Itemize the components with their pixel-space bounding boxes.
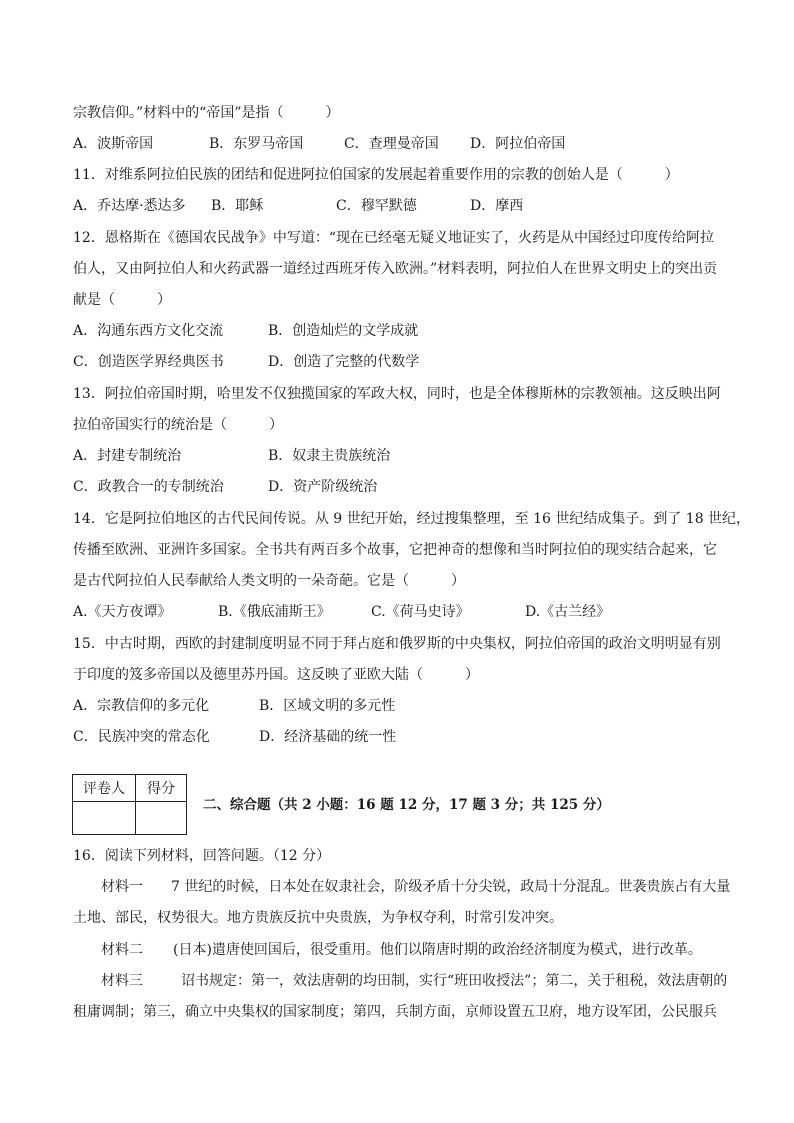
material-2-label: 材料二: [101, 942, 143, 958]
section-2-title: 二、综合题（共 2 小题：16 题 12 分，17 题 3 分；共 125 分）: [203, 797, 610, 813]
q12-stem-line1: 12．恩格斯在《德国农民战争》中写道：“现在已经毫无疑义地证实了，火药是从中国经过印度传给阿拉: [73, 230, 714, 246]
q14-stem-line1: 14．它是阿拉伯地区的古代民间传说。从 9 世纪开始，经过搜集整理，至 16 世纪结成集子。到了 18 世纪，: [73, 511, 751, 527]
material-3-line2: 租庸调制；第三，确立中央集权的国家制度；第四，兵制方面，京师设置五卫府，地方设军团，公民服兵: [73, 1004, 717, 1020]
material-1-line2: 土地、部民，权势很大。地方贵族反抗中央贵族，为争权夺利，时常引发冲突。: [73, 910, 563, 926]
q11-option-d: D．摩西: [470, 198, 524, 214]
q13-option-d: D．资产阶级统治: [268, 479, 378, 495]
score-cell[interactable]: [136, 802, 187, 835]
material-1-line1: [101, 877, 730, 897]
q14-stem-line2: 传播至欧洲、亚洲许多国家。全书共有两百多个故事，它把神奇的想像和当时阿拉伯的现实结合起来，它: [73, 542, 717, 558]
q14-option-b: B.《俄底浦斯王》: [218, 604, 331, 620]
material-2-text: (日本)遣唐使回国后，很受重用。他们以隋唐时期的政治经济制度为模式，进行改革。: [173, 942, 702, 958]
material-2-line: [101, 940, 702, 960]
q12-option-a: A．沟通东西方文化交流: [73, 323, 224, 339]
score-table: [72, 774, 187, 835]
q12-option-d: D．创造了完整的代数学: [268, 354, 420, 370]
q10-option-d: D．阿拉伯帝国: [470, 136, 566, 152]
q13-option-b: B．奴隶主贵族统治: [268, 448, 391, 464]
q11-stem: 11．对维系阿拉伯民族的团结和促进阿拉伯国家的发展起着重要作用的宗教的创始人是（ ）: [73, 167, 679, 183]
reviewer-header: 评卷人: [73, 775, 136, 802]
q10-stem-tail: 宗教信仰。”材料中的“帝国”是指（ ）: [73, 105, 340, 121]
q11-option-a: A．乔达摩·悉达多: [73, 198, 186, 214]
q11-option-b: B．耶稣: [211, 198, 264, 214]
q15-stem-line2: 于印度的笈多帝国以及德里苏丹国。这反映了亚欧大陆（ ）: [73, 667, 479, 683]
q14-option-d: D.《古兰经》: [525, 604, 611, 620]
material-3-line1: [101, 971, 727, 991]
q12-option-b: B．创造灿烂的文学成就: [268, 323, 419, 339]
q16-stem: 16．阅读下列材料，回答问题。（12 分）: [73, 848, 331, 864]
q15-option-b: B．区域文明的多元性: [259, 698, 396, 714]
material-1-text: 7 世纪的时候，日本处在奴隶社会，阶级矛盾十分尖锐，政局十分混乱。世袭贵族占有大量: [171, 879, 731, 895]
q12-stem-line2: 伯人，又由阿拉伯人和火药武器一道经过西班牙传入欧洲。”材料表明，阿拉伯人在世界文明史上的突出贡: [73, 261, 718, 277]
material-1-label: 材料一: [101, 879, 143, 895]
score-header: 得分: [136, 775, 187, 802]
q12-option-c: C．创造医学界经典医书: [73, 354, 224, 370]
q15-option-a: A．宗教信仰的多元化: [73, 698, 210, 714]
q14-stem-line3: 是古代阿拉伯人民奉献给人类文明的一朵奇葩。它是（ ）: [73, 573, 465, 589]
q15-option-c: C．民族冲突的常态化: [73, 729, 210, 745]
material-3-text: 诏书规定：第一，效法唐朝的均田制，实行“班田收授法”；第二，关于租税，效法唐朝的: [181, 973, 728, 989]
q13-stem-line2: 拉伯帝国实行的统治是（ ）: [73, 417, 283, 433]
q10-option-b: B．东罗马帝国: [209, 136, 304, 152]
q14-option-c: C.《荷马史诗》: [371, 604, 470, 620]
q14-option-a: A.《天方夜谭》: [73, 604, 172, 620]
material-3-label: 材料三: [101, 973, 143, 989]
q11-option-c: C．穆罕默德: [336, 198, 417, 214]
q12-stem-line3: 献是（ ）: [73, 292, 171, 308]
q15-stem-line1: 15．中古时期，西欧的封建制度明显不同于拜占庭和俄罗斯的中央集权，阿拉伯帝国的政治文明明显有别: [73, 636, 721, 652]
q13-stem-line1: 13．阿拉伯帝国时期，哈里发不仅独揽国家的军政大权，同时，也是全体穆斯林的宗教领袖。这反映出阿: [73, 386, 721, 402]
q10-option-c: C．查理曼帝国: [344, 136, 439, 152]
q10-option-a: A．波斯帝国: [73, 136, 154, 152]
reviewer-cell[interactable]: [73, 802, 136, 835]
q13-option-c: C．政教合一的专制统治: [73, 479, 224, 495]
q15-option-d: D．经济基础的统一性: [259, 729, 397, 745]
q13-option-a: A．封建专制统治: [73, 448, 182, 464]
